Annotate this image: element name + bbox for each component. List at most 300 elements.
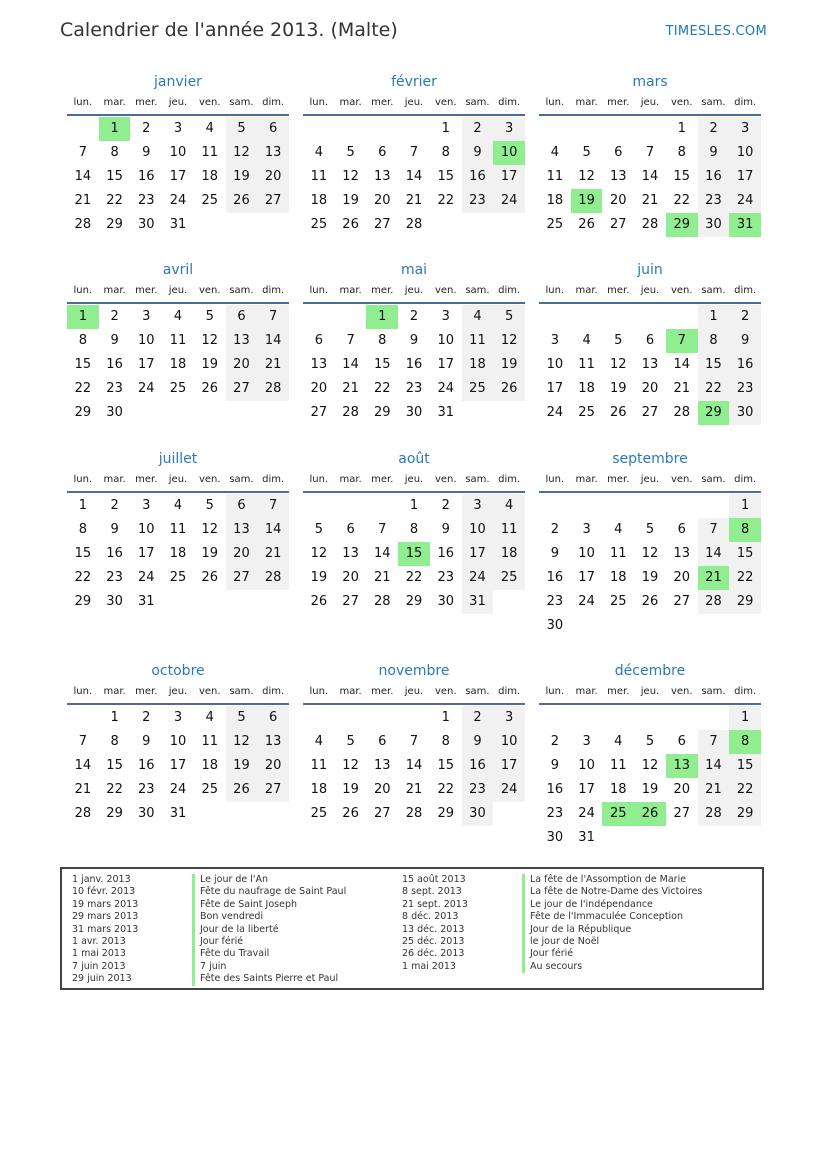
- day-cell: 6: [314, 333, 323, 348]
- weekday-label: mer.: [135, 474, 158, 485]
- day-cell: 30: [437, 594, 454, 609]
- day-cell: 29: [106, 806, 123, 821]
- day-cell: 12: [226, 730, 258, 754]
- day-cell: 24: [138, 570, 155, 585]
- legend-item: [392, 924, 702, 936]
- weekday-header: [303, 280, 525, 304]
- weekday-label: mar.: [103, 686, 126, 697]
- day-cell: 29: [74, 594, 92, 609]
- day-cell: 12: [641, 758, 659, 773]
- day-cell: 14: [698, 754, 730, 778]
- day-cell: 27: [374, 217, 391, 232]
- day-cell: 17: [493, 754, 525, 778]
- day-cell: 17: [578, 570, 595, 585]
- day-cell: 29: [666, 213, 698, 237]
- day-cell: 3: [142, 309, 151, 324]
- weekday-label: mar.: [103, 474, 126, 485]
- legend-date: 13 déc. 2013: [402, 923, 465, 935]
- month-8: [539, 449, 761, 638]
- empty-day-cell: [571, 614, 603, 638]
- weekday-label: sam.: [465, 686, 490, 697]
- legend-holiday-name: Au secours: [522, 961, 582, 973]
- day-cell: 11: [578, 357, 595, 372]
- empty-day-cell: [666, 305, 698, 329]
- day-cell: 6: [226, 494, 258, 518]
- day-cell: 10: [546, 357, 564, 372]
- day-cell: 3: [173, 121, 183, 136]
- day-cell: 20: [673, 570, 690, 585]
- legend-item: [392, 911, 702, 923]
- day-cell: 24: [578, 594, 595, 609]
- legend-holiday-name: Le jour de l'indépendance: [522, 899, 653, 911]
- day-cell: 28: [405, 217, 423, 232]
- weekday-label: ven.: [198, 97, 221, 108]
- legend-date: 15 août 2013: [402, 874, 466, 885]
- day-cell: 11: [546, 169, 564, 184]
- week-row: [539, 802, 761, 826]
- legend-date: 25 déc. 2013: [402, 935, 465, 947]
- empty-day-cell: [539, 117, 571, 141]
- day-cell: 10: [493, 730, 525, 754]
- day-cell: 16: [138, 758, 155, 773]
- empty-day-cell: [67, 706, 99, 730]
- week-row: [539, 826, 761, 850]
- day-cell: 15: [106, 169, 123, 184]
- day-cell: 6: [645, 333, 655, 348]
- day-cell: 21: [257, 353, 289, 377]
- week-row: [67, 377, 289, 401]
- day-cell: 13: [641, 357, 659, 372]
- day-cell: 15: [398, 542, 430, 566]
- day-cell: 1: [99, 117, 131, 141]
- legend-date: 8 déc. 2013: [402, 911, 459, 923]
- day-cell: 23: [106, 570, 123, 585]
- day-cell: 17: [138, 357, 155, 372]
- empty-day-cell: [335, 117, 367, 141]
- legend-holiday-name: Le jour de l'An: [192, 874, 268, 886]
- day-cell: 17: [546, 381, 564, 396]
- weekday-label: jeu.: [404, 285, 424, 296]
- legend-item: [392, 874, 702, 886]
- day-cell: 12: [342, 758, 359, 773]
- weekday-label: ven.: [670, 474, 693, 485]
- weekday-label: lun.: [545, 474, 565, 485]
- day-cell: 12: [226, 141, 258, 165]
- day-cell: 31: [169, 217, 187, 232]
- week-row: [539, 377, 761, 401]
- week-row: [67, 189, 289, 213]
- weekday-label: ven.: [434, 474, 457, 485]
- week-row: [539, 730, 761, 754]
- legend-holiday-name: Fête des Saints Pierre et Paul: [192, 973, 338, 985]
- day-cell: 31: [437, 405, 454, 420]
- weekday-header: [67, 92, 289, 116]
- day-cell: 23: [546, 806, 564, 821]
- day-cell: 16: [138, 169, 155, 184]
- legend-holiday-name: le jour de Noël: [522, 936, 599, 948]
- day-cell: 3: [462, 494, 494, 518]
- weekday-label: mar.: [575, 285, 598, 296]
- day-cell: 25: [578, 405, 595, 420]
- day-cell: 11: [493, 518, 525, 542]
- month-5: [539, 260, 761, 425]
- weekday-label: sam.: [465, 474, 490, 485]
- empty-day-cell: [666, 494, 698, 518]
- day-cell: 30: [546, 618, 564, 633]
- empty-day-cell: [602, 614, 634, 638]
- day-cell: 13: [374, 169, 391, 184]
- day-cell: 20: [641, 381, 659, 396]
- empty-day-cell: [493, 802, 525, 826]
- day-cell: 16: [698, 165, 730, 189]
- day-cell: 21: [374, 570, 391, 585]
- weekday-label: mar.: [103, 285, 126, 296]
- day-cell: 4: [314, 145, 323, 160]
- day-cell: 19: [342, 782, 359, 797]
- legend-item: [62, 948, 346, 960]
- day-cell: 9: [441, 522, 450, 537]
- day-cell: 3: [582, 522, 591, 537]
- empty-day-cell: [430, 213, 462, 237]
- month-name: septembre: [612, 451, 688, 467]
- weekday-header: [539, 681, 761, 705]
- weekday-label: lun.: [309, 285, 329, 296]
- week-row: [539, 401, 761, 425]
- day-cell: 16: [437, 546, 454, 561]
- month-name: août: [398, 451, 430, 467]
- day-cell: 29: [106, 217, 123, 232]
- day-cell: 31: [462, 590, 494, 614]
- day-cell: 20: [257, 165, 289, 189]
- day-cell: 19: [226, 754, 258, 778]
- day-cell: 14: [74, 758, 92, 773]
- legend-date: 1 mai 2013: [402, 960, 456, 972]
- weekday-label: lun.: [309, 97, 329, 108]
- day-cell: 17: [462, 542, 494, 566]
- day-cell: 21: [342, 381, 359, 396]
- day-cell: 22: [729, 566, 761, 590]
- week-row: [539, 590, 761, 614]
- day-cell: 3: [493, 117, 525, 141]
- day-cell: 9: [142, 145, 151, 160]
- day-cell: 29: [729, 590, 761, 614]
- week-row: [539, 213, 761, 237]
- day-cell: 5: [346, 734, 355, 749]
- day-cell: 21: [257, 542, 289, 566]
- day-cell: 18: [169, 546, 187, 561]
- weekday-label: lun.: [545, 97, 565, 108]
- legend-item: [392, 886, 702, 898]
- day-cell: 9: [462, 141, 494, 165]
- empty-day-cell: [335, 706, 367, 730]
- weekday-label: ven.: [198, 686, 221, 697]
- day-cell: 10: [138, 522, 155, 537]
- weekday-label: jeu.: [168, 97, 188, 108]
- weekday-label: lun.: [309, 474, 329, 485]
- holiday-legend: [60, 867, 764, 990]
- day-cell: 2: [550, 522, 559, 537]
- legend-holiday-name: Fête du Travail: [192, 948, 269, 960]
- weekday-label: mar.: [103, 97, 126, 108]
- week-row: [539, 706, 761, 730]
- day-cell: 17: [437, 357, 454, 372]
- day-cell: 19: [342, 193, 359, 208]
- week-row: [67, 802, 289, 826]
- empty-day-cell: [366, 706, 398, 730]
- day-cell: 24: [138, 381, 155, 396]
- weekday-label: dim.: [498, 686, 521, 697]
- weekday-label: jeu.: [168, 686, 188, 697]
- day-cell: 22: [106, 782, 123, 797]
- empty-day-cell: [226, 213, 258, 237]
- day-cell: 9: [550, 546, 559, 561]
- day-cell: 8: [441, 145, 450, 160]
- day-cell: 15: [374, 357, 391, 372]
- day-cell: 18: [578, 381, 595, 396]
- week-row: [67, 165, 289, 189]
- weekday-label: lun.: [73, 686, 93, 697]
- day-cell: 14: [257, 518, 289, 542]
- weekday-label: sam.: [229, 474, 254, 485]
- day-cell: 3: [550, 333, 559, 348]
- day-cell: 27: [673, 806, 690, 821]
- day-cell: 17: [729, 165, 761, 189]
- day-cell: 19: [493, 353, 525, 377]
- day-cell: 25: [201, 193, 218, 208]
- legend-holiday-name: Jour férié: [192, 936, 243, 948]
- legend-date: 29 juin 2013: [72, 973, 132, 985]
- day-cell: 28: [374, 594, 391, 609]
- day-cell: 1: [729, 494, 761, 518]
- day-cell: 8: [729, 730, 761, 754]
- weekday-header: [303, 469, 525, 493]
- empty-day-cell: [602, 494, 634, 518]
- day-cell: 2: [142, 121, 151, 136]
- day-cell: 23: [405, 381, 423, 396]
- day-cell: 14: [257, 329, 289, 353]
- weekday-label: dim.: [262, 474, 285, 485]
- day-cell: 27: [226, 377, 258, 401]
- legend-item: [62, 911, 346, 923]
- weekday-label: jeu.: [168, 285, 188, 296]
- day-cell: 7: [257, 305, 289, 329]
- weekday-label: mar.: [339, 97, 362, 108]
- legend-item: [392, 961, 702, 973]
- day-cell: 12: [610, 357, 627, 372]
- empty-day-cell: [698, 494, 730, 518]
- day-cell: 12: [201, 333, 218, 348]
- empty-day-cell: [634, 494, 666, 518]
- day-cell: 2: [729, 305, 761, 329]
- day-cell: 18: [201, 169, 218, 184]
- day-cell: 28: [74, 217, 92, 232]
- day-cell: 1: [78, 498, 87, 513]
- day-cell: 14: [698, 542, 730, 566]
- day-cell: 10: [462, 518, 494, 542]
- day-cell: 12: [310, 546, 328, 561]
- weekday-label: mer.: [371, 97, 394, 108]
- legend-date: 1 mai 2013: [72, 948, 126, 960]
- empty-day-cell: [162, 590, 194, 614]
- day-cell: 14: [405, 169, 423, 184]
- day-cell: 5: [645, 734, 655, 749]
- weekday-label: mer.: [135, 97, 158, 108]
- empty-day-cell: [571, 305, 603, 329]
- week-row: [303, 590, 525, 614]
- day-cell: 7: [698, 518, 730, 542]
- day-cell: 25: [602, 802, 634, 826]
- day-cell: 4: [205, 121, 214, 136]
- day-cell: 22: [698, 377, 730, 401]
- day-cell: 13: [257, 730, 289, 754]
- site-link[interactable]: TIMESLES.COM: [665, 24, 767, 39]
- weekday-label: dim.: [734, 474, 757, 485]
- legend-holiday-name: Fête du naufrage de Saint Paul: [192, 886, 346, 898]
- week-row: [67, 213, 289, 237]
- week-row: [303, 706, 525, 730]
- day-cell: 23: [138, 193, 155, 208]
- day-cell: 21: [698, 778, 730, 802]
- day-cell: 1: [366, 305, 398, 329]
- day-cell: 2: [462, 706, 494, 730]
- legend-date: 8 sept. 2013: [402, 886, 462, 898]
- day-cell: 3: [142, 498, 151, 513]
- legend-date: 26 déc. 2013: [402, 948, 465, 960]
- day-cell: 8: [110, 145, 119, 160]
- empty-day-cell: [194, 802, 226, 826]
- legend-item: [62, 973, 346, 985]
- day-cell: 24: [493, 778, 525, 802]
- empty-day-cell: [398, 117, 430, 141]
- month-name: octobre: [151, 663, 205, 679]
- day-cell: 1: [729, 706, 761, 730]
- day-cell: 13: [610, 169, 627, 184]
- day-cell: 9: [142, 734, 151, 749]
- day-cell: 10: [169, 145, 187, 160]
- legend-holiday-name: Jour férié: [522, 948, 573, 960]
- day-cell: 30: [405, 405, 423, 420]
- day-cell: 25: [169, 570, 187, 585]
- legend-date: 1 janv. 2013: [72, 874, 131, 885]
- day-cell: 4: [205, 710, 214, 725]
- day-cell: 19: [226, 165, 258, 189]
- empty-day-cell: [130, 401, 162, 425]
- legend-date: 10 févr. 2013: [72, 886, 136, 898]
- empty-day-cell: [539, 706, 571, 730]
- day-cell: 8: [110, 734, 119, 749]
- day-cell: 18: [462, 353, 494, 377]
- day-cell: 23: [437, 570, 454, 585]
- empty-day-cell: [162, 401, 194, 425]
- day-cell: 26: [342, 217, 359, 232]
- day-cell: 24: [169, 193, 187, 208]
- day-cell: 15: [729, 542, 761, 566]
- empty-day-cell: [571, 117, 603, 141]
- weekday-label: dim.: [734, 686, 757, 697]
- day-cell: 27: [374, 806, 391, 821]
- day-cell: 6: [614, 145, 623, 160]
- month-3: [67, 260, 289, 425]
- week-row: [539, 117, 761, 141]
- day-cell: 29: [437, 806, 454, 821]
- legend-holiday-name: Fête de l'Immaculée Conception: [522, 911, 683, 923]
- weekday-label: mer.: [607, 97, 630, 108]
- empty-day-cell: [666, 706, 698, 730]
- week-row: [539, 778, 761, 802]
- day-cell: 9: [110, 333, 119, 348]
- day-cell: 18: [169, 357, 187, 372]
- day-cell: 3: [173, 710, 183, 725]
- empty-day-cell: [602, 305, 634, 329]
- day-cell: 13: [374, 758, 391, 773]
- weekday-label: ven.: [670, 285, 693, 296]
- day-cell: 15: [437, 169, 454, 184]
- empty-day-cell: [335, 494, 367, 518]
- weekday-label: dim.: [262, 97, 285, 108]
- day-cell: 26: [641, 594, 659, 609]
- empty-day-cell: [634, 614, 666, 638]
- day-cell: 28: [405, 806, 423, 821]
- weekday-label: mer.: [371, 285, 394, 296]
- day-cell: 24: [437, 381, 454, 396]
- day-cell: 24: [462, 566, 494, 590]
- week-row: [539, 542, 761, 566]
- day-cell: 2: [110, 309, 119, 324]
- day-cell: 8: [729, 518, 761, 542]
- day-cell: 28: [698, 590, 730, 614]
- day-cell: 18: [310, 193, 328, 208]
- day-cell: 23: [138, 782, 155, 797]
- day-cell: 21: [74, 193, 92, 208]
- day-cell: 12: [641, 546, 659, 561]
- empty-day-cell: [539, 494, 571, 518]
- empty-day-cell: [257, 590, 289, 614]
- week-row: [539, 754, 761, 778]
- weekday-label: ven.: [198, 285, 221, 296]
- week-row: [539, 494, 761, 518]
- day-cell: 23: [106, 381, 123, 396]
- weekday-label: ven.: [198, 474, 221, 485]
- empty-day-cell: [634, 305, 666, 329]
- week-row: [539, 141, 761, 165]
- day-cell: 15: [74, 546, 92, 561]
- weekday-label: jeu.: [404, 474, 424, 485]
- day-cell: 21: [673, 381, 690, 396]
- day-cell: 12: [201, 522, 218, 537]
- day-cell: 7: [645, 145, 655, 160]
- legend-holiday-name: Jour de la République: [522, 924, 631, 936]
- empty-day-cell: [303, 494, 335, 518]
- day-cell: 18: [546, 193, 564, 208]
- day-cell: 23: [462, 189, 494, 213]
- day-cell: 6: [677, 734, 686, 749]
- weekday-label: mar.: [575, 474, 598, 485]
- weekday-label: mar.: [339, 285, 362, 296]
- day-cell: 18: [493, 542, 525, 566]
- weekday-header: [539, 469, 761, 493]
- weekday-header: [303, 92, 525, 116]
- day-cell: 6: [226, 305, 258, 329]
- month-7: [303, 449, 525, 614]
- day-cell: 21: [405, 782, 423, 797]
- week-row: [303, 141, 525, 165]
- day-cell: 31: [578, 830, 595, 845]
- month-0: [67, 72, 289, 237]
- day-cell: 2: [441, 498, 450, 513]
- legend-item: [62, 899, 346, 911]
- week-row: [303, 754, 525, 778]
- day-cell: 16: [546, 782, 564, 797]
